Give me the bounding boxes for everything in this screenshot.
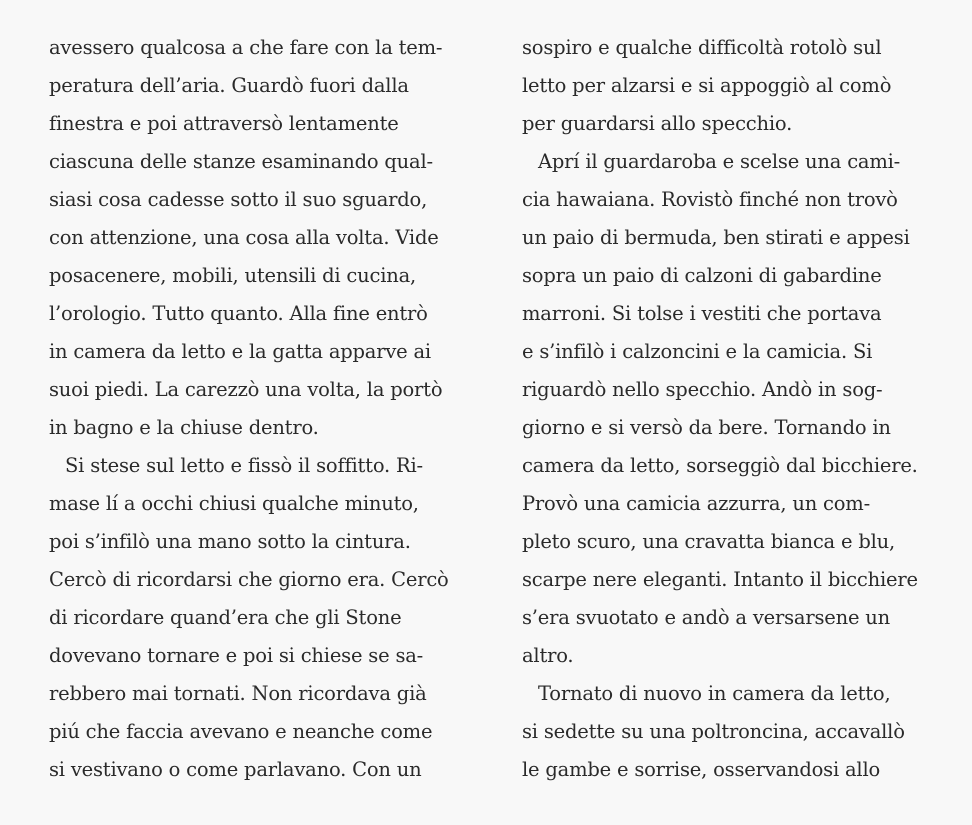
- text-line: giorno e si versò da bere. Tornando in: [522, 416, 891, 439]
- text-line: riguardò nello specchio. Andò in sog-: [522, 378, 883, 401]
- text-line: dovevano tornare e poi si chiese se sa-: [49, 644, 424, 667]
- text-line: le gambe e sorrise, osservandosi allo: [522, 758, 881, 781]
- text-line: piú che faccia avevano e neanche come: [49, 720, 433, 743]
- text-line: scarpe nere eleganti. Intanto il bicchiere: [522, 568, 918, 591]
- text-line: altro.: [522, 644, 574, 667]
- text-line: Cercò di ricordarsi che giorno era. Cercò: [49, 568, 449, 591]
- text-line: camera da letto, sorseggiò dal bicchiere.: [522, 454, 918, 477]
- paragraph-start-line: Si stese sul letto e fissò il soffitto. Ri-: [65, 454, 423, 477]
- text-line: cia hawaiana. Rovistò finché non trovò: [522, 188, 898, 211]
- text-line: peratura dell’aria. Guardò fuori dalla: [49, 74, 409, 97]
- text-line: di ricordare quand’era che gli Stone: [49, 606, 402, 629]
- text-line: siasi cosa cadesse sotto il suo sguardo,: [49, 188, 428, 211]
- text-line: pleto scuro, una cravatta bianca e blu,: [522, 530, 895, 553]
- text-line: sopra un paio di calzoni di gabardine: [522, 264, 882, 287]
- text-line: in camera da letto e la gatta apparve ai: [49, 340, 431, 363]
- text-line: si sedette su una poltroncina, accavallò: [522, 720, 905, 743]
- text-line: avessero qualcosa a che fare con la tem-: [49, 36, 443, 59]
- text-line: mase lí a occhi chiusi qualche minuto,: [49, 492, 419, 515]
- text-line: rebbero mai tornati. Non ricordava già: [49, 682, 427, 705]
- text-line: si vestivano o come parlavano. Con un: [49, 758, 422, 781]
- text-line: Provò una camicia azzurra, un com-: [522, 492, 870, 515]
- paragraph-start-line: Aprí il guardaroba e scelse una cami-: [538, 150, 901, 173]
- right-text-column: [522, 29, 952, 789]
- text-line: sospiro e qualche difficoltà rotolò sul: [522, 36, 882, 59]
- text-line: suoi piedi. La carezzò una volta, la portò: [49, 378, 443, 401]
- text-line: finestra e poi attraversò lentamente: [49, 112, 399, 135]
- text-line: posacenere, mobili, utensili di cucina,: [49, 264, 417, 287]
- text-line: marroni. Si tolse i vestiti che portava: [522, 302, 882, 325]
- paragraph-start-line: Tornato di nuovo in camera da letto,: [538, 682, 891, 705]
- text-line: l’orologio. Tutto quanto. Alla fine entrò: [49, 302, 428, 325]
- text-line: un paio di bermuda, ben stirati e appesi: [522, 226, 910, 249]
- text-line: letto per alzarsi e si appoggiò al comò: [522, 74, 892, 97]
- text-line: con attenzione, una cosa alla volta. Vide: [49, 226, 439, 249]
- text-line: e s’infilò i calzoncini e la camicia. Si: [522, 340, 873, 363]
- text-line: ciascuna delle stanze esaminando qual-: [49, 150, 433, 173]
- text-line: poi s’infilò una mano sotto la cintura.: [49, 530, 411, 553]
- text-line: s’era svuotato e andò a versarsene un: [522, 606, 891, 629]
- text-line: in bagno e la chiuse dentro.: [49, 416, 319, 439]
- left-text-column: [49, 29, 479, 789]
- text-line: per guardarsi allo specchio.: [522, 112, 793, 135]
